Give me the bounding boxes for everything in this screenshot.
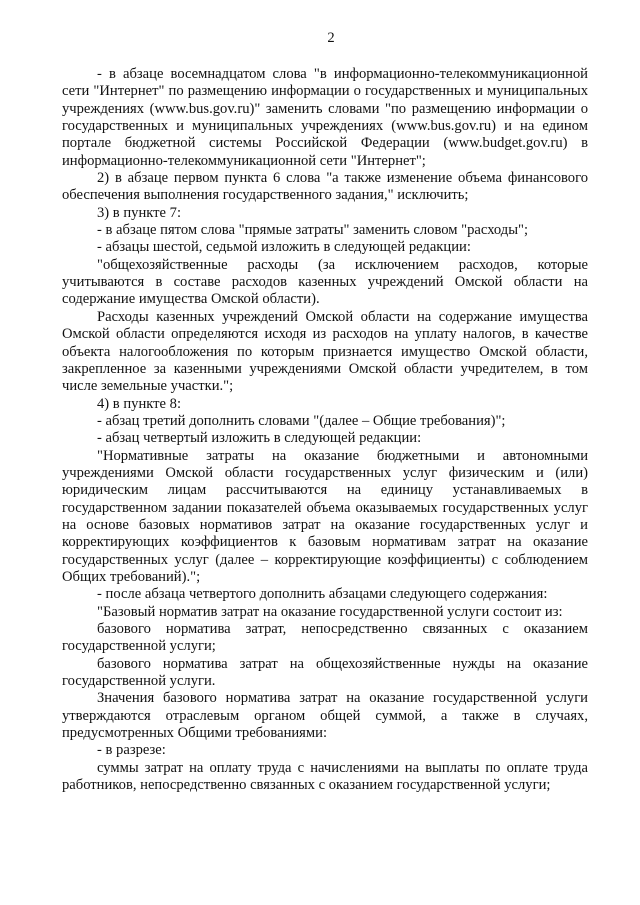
paragraph-15: базового норматива затрат на общехозяйственные нужды на оказание государственной услуги. xyxy=(62,655,588,690)
paragraph-3: 3) в пункте 7: xyxy=(97,204,182,221)
paragraph-5: - абзацы шестой, седьмой изложить в следующей редакции: xyxy=(97,239,471,256)
paragraph-1: - в абзаце восемнадцатом слова "в информационно-телекоммуникационной сети "Интернет" по размещению информации о государственных и муниципальных учреждениях (www.bus.gov.ru)" заменить словами "по размещению информации о государственных и муниципальных учреждениях (www.bus.gov.ru) и на едином портале бюджетной системы Российской Федерации (www.budget.gov.ru) в информационно-телекоммуникационной сети "Интернет"; xyxy=(62,66,588,169)
paragraph-10: - абзац четвертый изложить в следующей редакции: xyxy=(97,430,422,447)
paragraph-11: "Нормативные затраты на оказание бюджетными и автономными учреждениями Омской области государственных услуг физическим и (или) юридическим лицам рассчитываются на единицу устанавливаемых в государственном задании показателей объема оказываемых государственных услуг на основе базовых нормативов затрат на оказание государственных услуг и корректирующих коэффициентов к базовым нормативам затрат на оказание государственных услуг (далее – корректирующие коэффициенты) с соблюдением Общих требований)."; xyxy=(62,447,588,585)
paragraph-17: - в разрезе: xyxy=(97,742,166,759)
paragraph-8: 4) в пункте 8: xyxy=(97,395,182,412)
paragraph-13: "Базовый норматив затрат на оказание государственной услуги состоит из: xyxy=(97,603,563,620)
paragraph-18: суммы затрат на оплату труда с начислениями на выплаты по оплате труда работников, непосредственно связанных с оказанием государственной услуги; xyxy=(62,759,588,794)
page-number: 2 xyxy=(327,30,335,46)
paragraph-2: 2) в абзаце первом пункта 6 слова "а также изменение объема финансового обеспечения выполнения государственного задания," исключить; xyxy=(62,170,588,204)
paragraph-7: Расходы казенных учреждений Омской области на содержание имущества Омской области определяются исходя из расходов на уплату налогов, в качестве объекта налогообложения по которым признается имущество Омской области, закрепленное за казенными учреждениями Омской области учредителем, в том числе земельные участки."; xyxy=(62,308,588,395)
paragraph-16: Значения базового норматива затрат на оказание государственной услуги утверждаются отраслевым органом общей суммой, а также в случаях, предусмотренных Общими требованиями: xyxy=(62,690,588,742)
paragraph-9: - абзац третий дополнить словами "(далее – Общие требования)"; xyxy=(97,412,506,429)
paragraph-14: базового норматива затрат, непосредственно связанных с оказанием государственной услуги; xyxy=(62,621,588,655)
paragraph-12: - после абзаца четвертого дополнить абзацами следующего содержания: xyxy=(97,586,548,603)
paragraph-4: - в абзаце пятом слова "прямые затраты" заменить словом "расходы"; xyxy=(97,222,529,239)
paragraph-6: "общехозяйственные расходы (за исключением расходов, которые учитываются в составе расходов казенных учреждений Омской области на содержание имущества Омской области). xyxy=(62,256,588,308)
